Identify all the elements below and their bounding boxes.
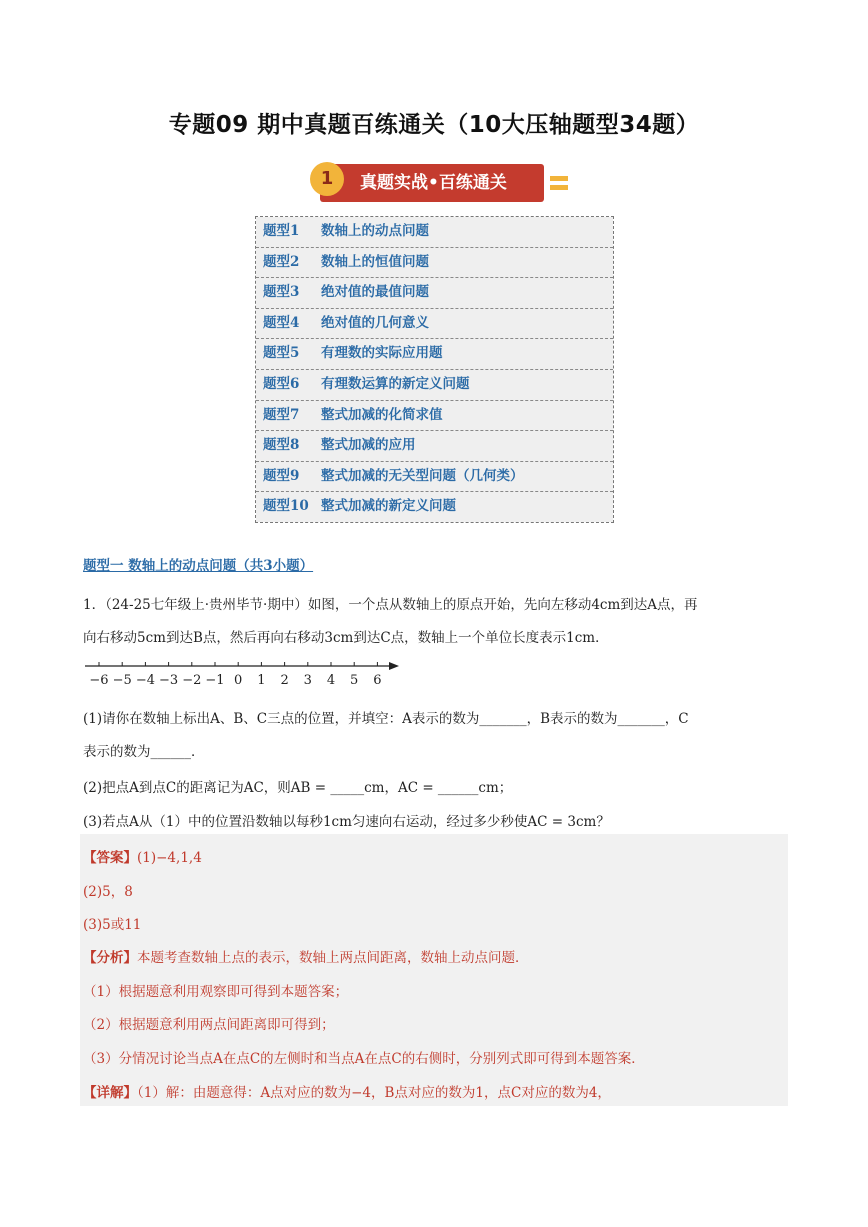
analysis-line <box>83 946 529 966</box>
axis-tick-label: −1 <box>205 673 225 688</box>
toc-item[interactable]: 题型3 绝对值的最值问题 <box>256 278 613 309</box>
problem-text: 1．（24-25七年级上·贵州毕节·期中）如图，一个点从数轴上的原点开始，先向左移动4cm到达A点，再 <box>83 597 698 613</box>
answer-2: (2)5，8 <box>83 884 133 900</box>
toc-item[interactable]: 题型6 有理数运算的新定义问题 <box>256 370 613 401</box>
question-1-cont: 表示的数为______． <box>83 744 205 760</box>
toc-item[interactable]: 题型10 整式加减的新定义问题 <box>256 492 613 522</box>
section-heading[interactable]: 题型一 数轴上的动点问题（共3小题） <box>83 558 314 574</box>
axis-tick-label: 1 <box>257 673 266 688</box>
page-title: 专题09 期中真题百练通关（10大压轴题型34题） <box>168 112 700 138</box>
axis-tick-label: −5 <box>112 673 132 688</box>
question-2: (2)把点A到点C的距离记为AC，则AB = _____cm，AC = ______cm； <box>83 780 513 796</box>
question-1: (1)请你在数轴上标出A、B、C三点的位置，并填空：A表示的数为_______，B表示的数为_______，C <box>83 711 689 727</box>
toc-item[interactable]: 题型1 数轴上的动点问题 <box>256 217 613 248</box>
axis-tick-label: −3 <box>159 673 179 688</box>
toc-item[interactable]: 题型8 整式加减的应用 <box>256 431 613 462</box>
toc-item[interactable]: 题型5 有理数的实际应用题 <box>256 339 613 370</box>
number-line <box>83 660 403 690</box>
toc-item[interactable]: 题型9 整式加减的无关型问题（几何类） <box>256 462 613 493</box>
toc-item[interactable]: 题型4 绝对值的几何意义 <box>256 309 613 340</box>
axis-tick-label: 5 <box>350 673 359 688</box>
answer-line <box>83 846 202 866</box>
axis-tick-label: −2 <box>182 673 202 688</box>
axis-tick-label: 0 <box>234 673 243 688</box>
section-banner <box>310 160 560 206</box>
detail-line <box>83 1081 611 1101</box>
axis-tick-label: 3 <box>303 673 312 688</box>
toc-item[interactable]: 题型7 整式加减的化简求值 <box>256 401 613 432</box>
axis-tick-label: −6 <box>89 673 109 688</box>
banner-decoration <box>550 185 568 190</box>
banner-number: 1 <box>310 162 344 196</box>
answer-3: (3)5或11 <box>83 917 142 933</box>
axis-tick-label: 4 <box>326 673 336 688</box>
analysis-step-3: （3）分情况讨论当点A在点C的左侧时和当点A在点C的右侧时，分别列式即可得到本题答案． <box>83 1051 645 1067</box>
problem-text: 向右移动5cm到达B点，然后再向右移动3cm到达C点，数轴上一个单位长度表示1cm． <box>83 630 609 646</box>
answer-1: (1)−4,1,4 <box>137 850 202 866</box>
analysis-step-2: （2）根据题意利用两点间距离即可得到； <box>83 1017 335 1033</box>
banner-label: 真题实战•百练通关 <box>360 173 507 193</box>
analysis-step-1: （1）根据题意利用观察即可得到本题答案； <box>83 984 349 1000</box>
detail-text: （1）解：由题意得：A点对应的数为−4，B点对应的数为1，点C对应的数为4， <box>137 1085 611 1101</box>
toc-item[interactable]: 题型2 数轴上的恒值问题 <box>256 248 613 279</box>
question-3: (3)若点A从（1）中的位置沿数轴以每秒1cm匀速向右运动，经过多少秒使AC = 3cm？ <box>83 814 610 830</box>
detail-label: 【详解】 <box>83 1085 137 1101</box>
axis-tick-label: −4 <box>135 673 155 688</box>
answer-label: 【答案】 <box>83 850 137 866</box>
analysis-label: 【分析】 <box>83 950 137 966</box>
table-of-contents <box>255 216 614 523</box>
banner-decoration <box>550 176 568 181</box>
axis-arrow <box>389 662 399 670</box>
axis-tick-label: 6 <box>373 673 382 688</box>
axis-tick-label: 2 <box>280 673 289 688</box>
analysis-text: 本题考查数轴上点的表示，数轴上两点间距离，数轴上动点问题． <box>137 950 529 966</box>
